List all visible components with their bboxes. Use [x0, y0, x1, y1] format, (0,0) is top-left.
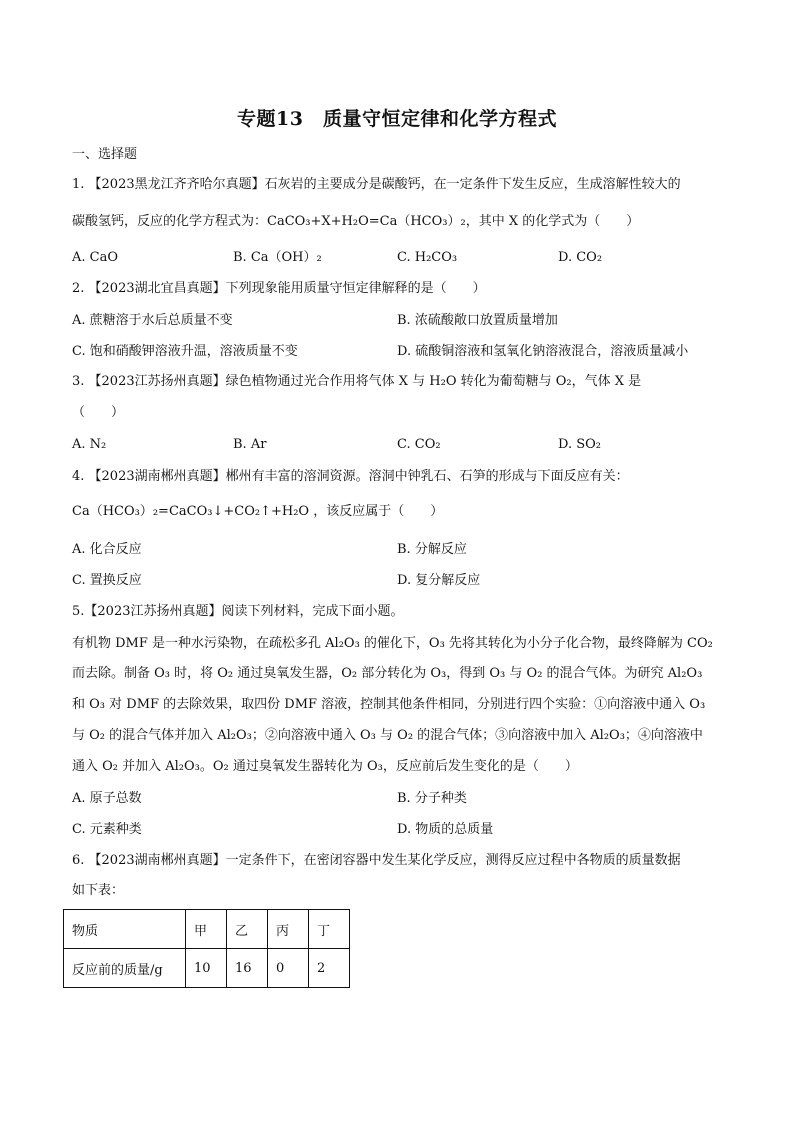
table-header-cell: 乙 [227, 910, 268, 949]
question-5-passage-line-3: 和 O₃ 对 DMF 的去除效果，取四份 DMF 溶液，控制其他条件相同，分别进行四个实验：①向溶液中通入 O₃ [72, 697, 706, 712]
question-3-text: 3. 【2023江苏扬州真题】绿色植物通过光合作用将气体 X 与 H₂O 转化为葡萄糖与 O₂，气体 X 是 [72, 374, 642, 389]
question-3-option-b: B. Ar [233, 437, 267, 452]
question-5-passage-line-5: 通入 O₂ 并加入 Al₂O₃。O₂ 通过臭氧发生器转化为 O₃，反应前后发生变化的是（ ） [72, 759, 578, 774]
question-5-text: 5.【2023江苏扬州真题】阅读下列材料，完成下面小题。 [72, 604, 404, 619]
question-5-option-d: D. 物质的总质量 [397, 822, 494, 837]
question-3-option-c: C. CO₂ [397, 437, 441, 452]
table-header-cell: 丁 [309, 910, 350, 949]
question-2-option-b: B. 浓硫酸敞口放置质量增加 [397, 313, 558, 328]
table-header-cell: 丙 [268, 910, 309, 949]
page-title: 专题13 质量守恒定律和化学方程式 [237, 108, 557, 130]
question-1-option-a: A. CaO [72, 250, 119, 265]
section-heading: 一、选择题 [72, 147, 138, 162]
table-cell: 2 [309, 949, 350, 988]
question-1-equation: 碳酸氢钙，反应的化学方程式为：CaCO₃+X+H₂O=Ca（HCO₃）₂，其中 X 的化学式为（ ） [72, 214, 640, 229]
question-2-option-c: C. 饱和硝酸钾溶液升温，溶液质量不变 [72, 344, 298, 359]
question-5-option-b: B. 分子种类 [397, 791, 467, 806]
question-6-text: 6. 【2023湖南郴州真题】一定条件下，在密闭容器中发生某化学反应，测得反应过程中各物质的质量数据 [72, 853, 681, 868]
table-header-cell: 物质 [64, 910, 186, 949]
question-4-option-b: B. 分解反应 [397, 542, 467, 557]
question-3-option-d: D. SO₂ [558, 437, 601, 452]
question-3-option-a: A. N₂ [72, 437, 107, 452]
question-6-text-cont: 如下表： [72, 883, 125, 898]
question-2-option-d: D. 硫酸铜溶液和氢氧化钠溶液混合，溶液质量减小 [397, 344, 689, 359]
table-cell: 10 [186, 949, 227, 988]
question-1-text: 1. 【2023黑龙江齐齐哈尔真题】石灰岩的主要成分是碳酸钙，在一定条件下发生反应，生成溶解性较大的 [72, 177, 681, 192]
table-header-cell: 甲 [186, 910, 227, 949]
question-4-option-c: C. 置换反应 [72, 573, 142, 588]
question-4-option-d: D. 复分解反应 [397, 573, 481, 588]
table-cell: 0 [268, 949, 309, 988]
question-1-option-d: D. CO₂ [558, 250, 603, 265]
question-1-option-b: B. Ca（OH）₂ [233, 250, 322, 265]
question-5-option-c: C. 元素种类 [72, 822, 142, 837]
table-cell: 16 [227, 949, 268, 988]
question-5-passage-line-1: 有机物 DMF 是一种水污染物，在疏松多孔 Al₂O₃ 的催化下，O₃ 先将其转化为小分子化合物，最终降解为 CO₂ [72, 636, 713, 651]
question-3-blank: （ ） [72, 405, 125, 420]
mass-data-table [63, 909, 350, 988]
question-5-option-a: A. 原子总数 [72, 791, 142, 806]
question-4-equation: Ca（HCO₃）₂=CaCO₃↓+CO₂↑+H₂O ，该反应属于（ ） [72, 504, 444, 519]
question-5-passage-line-4: 与 O₂ 的混合气体并加入 Al₂O₃；②向溶液中通入 O₃ 与 O₂ 的混合气体；③向溶液中加入 Al₂O₃；④向溶液中 [72, 728, 703, 743]
question-4-text: 4. 【2023湖南郴州真题】郴州有丰富的溶洞资源。溶洞中钟乳石、石笋的形成与下面反应有关： [72, 469, 629, 484]
table-cell: 反应前的质量/g [64, 949, 186, 988]
question-1-option-c: C. H₂CO₃ [397, 250, 458, 265]
table-header-row [64, 910, 350, 949]
table-row [64, 949, 350, 988]
question-2-option-a: A. 蔗糖溶于水后总质量不变 [72, 313, 233, 328]
question-5-passage-line-2: 而去除。制备 O₃ 时，将 O₂ 通过臭氧发生器，O₂ 部分转化为 O₃，得到 O₃ 与 O₂ 的混合气体。为研究 Al₂O₃ [72, 666, 703, 681]
question-4-option-a: A. 化合反应 [72, 542, 142, 557]
question-2-text: 2. 【2023湖北宜昌真题】下列现象能用质量守恒定律解释的是（ ） [72, 281, 486, 296]
